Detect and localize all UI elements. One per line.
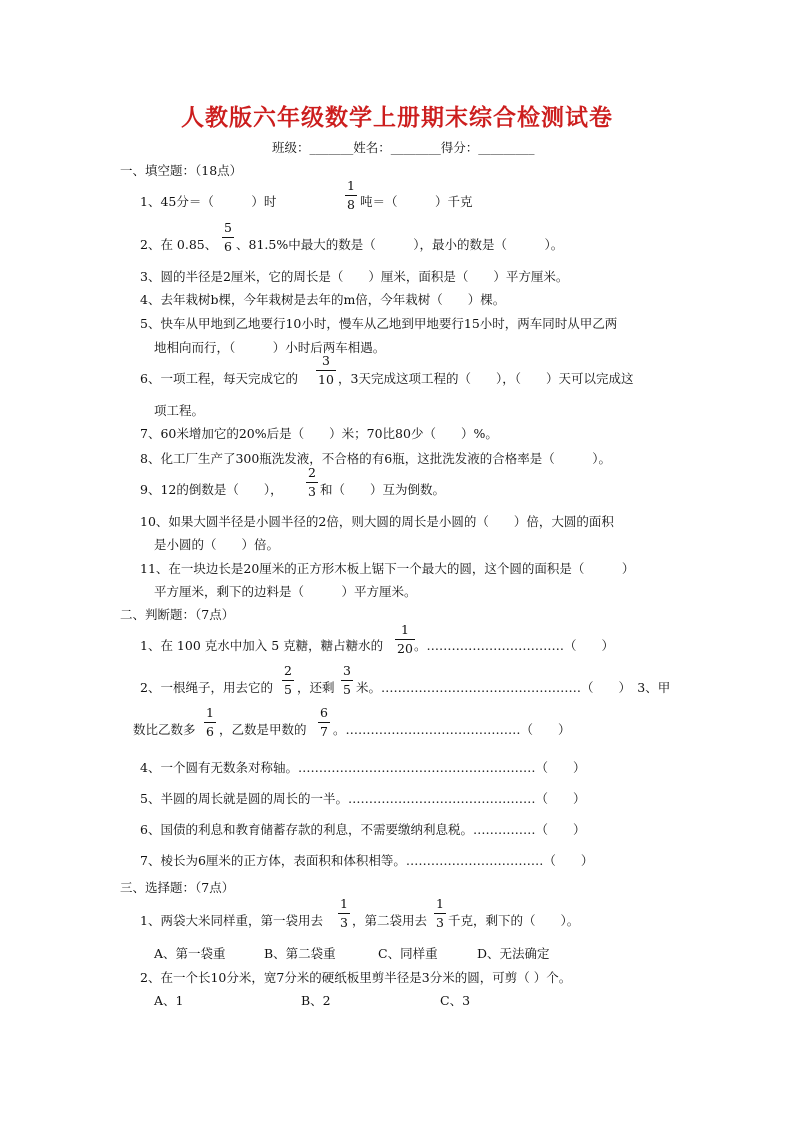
fill-q9-part-b: 和（ ）互为倒数。 [320,482,446,497]
fill-q2-part-a: 2、在 0.85、 [140,237,218,252]
fill-q11-line1: 11、在一块边长是20厘米的正方形木板上锯下一个最大的圆，这个圆的面积是（ ） [140,561,635,576]
score-label: 得分：_________ [440,140,535,155]
fill-q6-fraction: 3 10 [318,353,334,387]
fill-q8: 8、化工厂生产了300瓶洗发液，不合格的有6瓶，这批洗发液的合格率是（ ）。 [140,451,612,466]
mc-q1-part-b: ，第二袋用去 [352,913,428,928]
tf-q2-part-a: 2、一根绳子，用去它的 [140,680,273,695]
tf-q2-part-b: ，还剩 [297,680,335,695]
section-fill-blank-title: 一、填空题：（18点） [120,163,243,178]
section-multiple-choice-title: 三、选择题：（7点） [120,880,235,895]
tf-q5: 5、半圆的周长就是圆的周长的一半。………………………………………（ ） [140,791,586,806]
section-true-false-title: 二、判断题：（7点） [120,607,235,622]
fill-q2-part-b: 、81.5%中最大的数是（ ），最小的数是（ ）。 [236,237,564,252]
class-label: 班级：_______ [272,140,354,155]
tf-q3-part-a: 数比乙数多 [133,722,196,737]
fill-q5-line1: 5、快车从甲地到乙地要行10小时，慢车从乙地到甲地要行15小时，两车同时从甲乙两 [140,316,618,331]
mc-q1-option-d[interactable]: D、无法确定 [477,946,550,961]
fill-q5-line2: 地相向而行，（ ）小时后两车相遇。 [154,340,386,355]
fill-q6-part-b: ，3天完成这项工程的（ ），（ ）天可以完成这 [338,371,634,386]
fill-q1-part-a: 1、45分＝（ ）时 [140,194,277,209]
fill-q6-part-a: 6、一项工程，每天完成它的 [140,371,298,386]
fill-q11-line2: 平方厘米，剩下的边料是（ ）平方厘米。 [154,584,417,599]
fill-q4: 4、去年栽树b棵，今年栽树是去年的m倍，今年栽树（ ）棵。 [140,292,506,307]
tf-q1-part-a: 1、在 100 克水中加入 5 克糖，糖占糖水的 [140,638,384,653]
mc-q1-fraction-1: 1 3 [340,896,348,930]
fill-q6-line2: 项工程。 [154,403,205,418]
mc-q1-part-a: 1、两袋大米同样重，第一袋用去 [140,913,323,928]
fill-q7: 7、60米增加它的20%后是（ ）米；70比80少（ ）%。 [140,426,498,441]
mc-q1-option-b[interactable]: B、第二袋重 [264,946,336,961]
tf-q4: 4、一个圆有无数条对称轴。…………………………………………………（ ） [140,760,586,775]
tf-q2-part-c: 米。…………………………………………（ ） 3、甲 [356,680,671,695]
mc-q2: 2、在一个长10分米，宽7分米的硬纸板里剪半径是3分米的圆，可剪（ ）个。 [140,970,572,985]
mc-q1-fraction-2: 1 3 [436,896,444,930]
tf-q1-part-b: 。……………………………（ ） [414,638,615,653]
fill-q1-fraction: 1 8 [347,178,355,212]
tf-q2-fraction-2: 3 5 [343,663,351,697]
tf-q7: 7、棱长为6厘米的正方体，表面积和体积相等。……………………………（ ） [140,853,594,868]
fill-q10-line1: 10、如果大圆半径是小圆半径的2倍，则大圆的周长是小圆的（ ）倍，大圆的面积 [140,514,614,529]
fill-q1-part-b: 吨＝（ ）千克 [360,194,473,209]
mc-q1-option-a[interactable]: A、第一袋重 [154,946,226,961]
mc-q1-part-c: 千克，剩下的（ ）。 [448,913,580,928]
tf-q3-part-c: 。……………………………………（ ） [333,722,571,737]
tf-q2-fraction-1: 2 5 [284,663,292,697]
fill-q3: 3、圆的半径是2厘米，它的周长是（ ）厘米，面积是（ ）平方厘米。 [140,269,569,284]
tf-q6: 6、国债的利息和教育储蓄存款的利息，不需要缴纳利息税。……………（ ） [140,822,586,837]
student-info-line [272,140,535,155]
fill-q9-part-a: 9、12的倒数是（ ）， [140,482,283,497]
fill-q9-fraction: 2 3 [308,465,316,499]
tf-q3-fraction-1: 1 6 [206,705,214,739]
fill-q2-fraction: 5 6 [224,220,232,254]
mc-q2-option-b[interactable]: B、2 [301,993,331,1008]
name-label: 姓名：________ [353,140,441,155]
page-title: 人教版六年级数学上册期末综合检测试卷 [181,104,613,131]
tf-q3-part-b: ，乙数是甲数的 [219,722,307,737]
tf-q3-fraction-2: 6 7 [320,705,328,739]
mc-q1-option-c[interactable]: C、同样重 [378,946,438,961]
tf-q1-fraction: 1 20 [397,622,413,656]
mc-q2-option-c[interactable]: C、3 [440,993,471,1008]
fill-q10-line2: 是小圆的（ ）倍。 [154,537,280,552]
mc-q2-option-a[interactable]: A、1 [154,993,184,1008]
